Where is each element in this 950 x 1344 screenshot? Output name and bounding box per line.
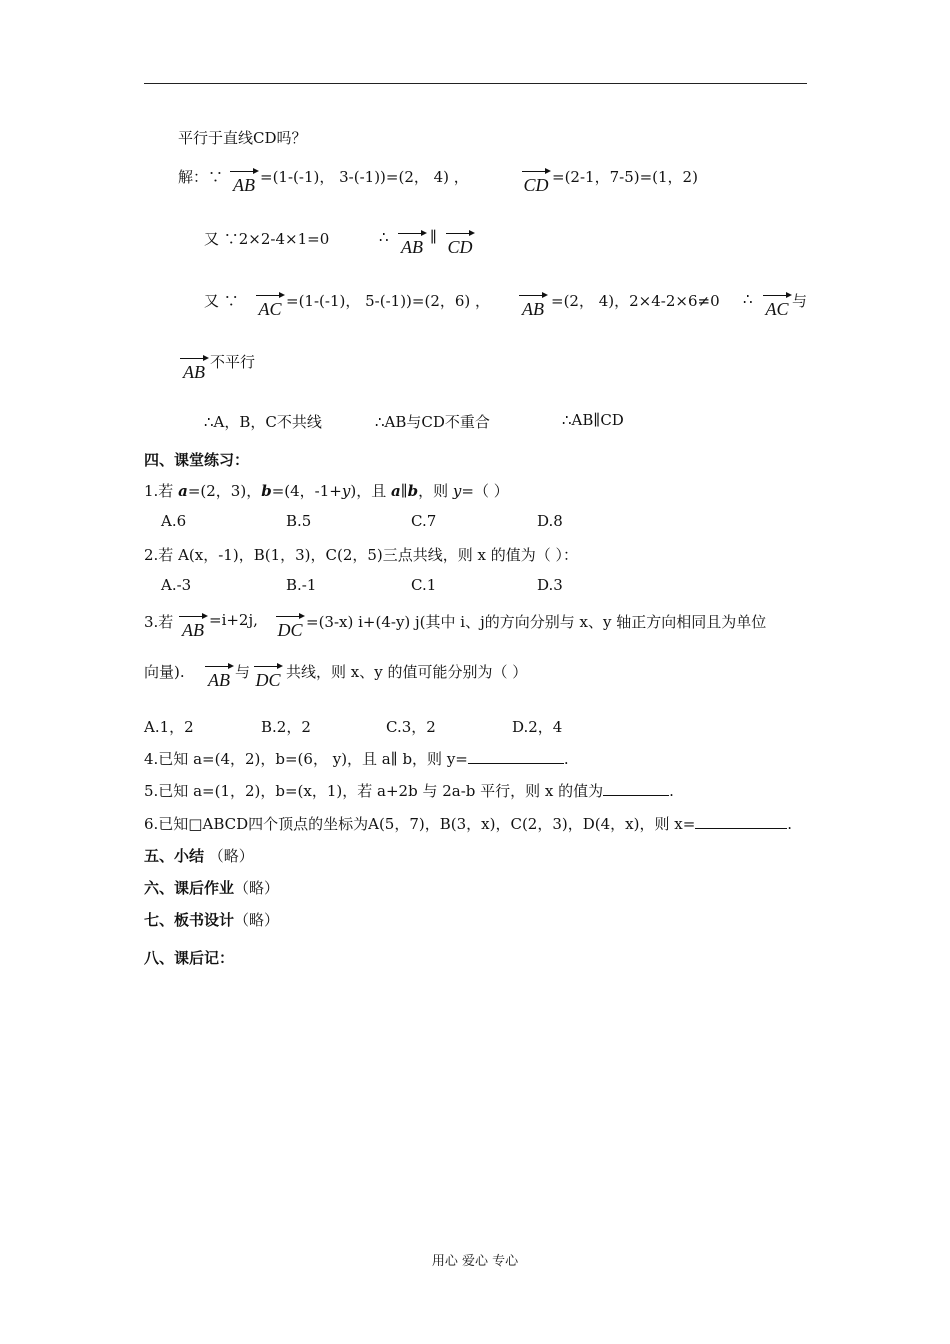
parallel-symbol: ∥ <box>430 228 437 246</box>
vector-ac: AC <box>761 292 793 318</box>
q3-ab-expression: =i+2j, <box>209 611 258 629</box>
q3-dc-expression: =(3-x) i+(4-y) j(其中 i、j的方向分别与 x、y 轴正方向相同且为单位 <box>306 613 767 631</box>
vector-ab: AB <box>178 355 210 381</box>
q3-line2-text: 共线，则 x、y 的值可能分别为（ ） <box>286 663 528 681</box>
q2-option-c: C.1 <box>411 576 437 594</box>
question-2: 2.若 A(x，-1)，B(1，3)，C(2，5)三点共线，则 x 的值为（ ）： <box>144 546 579 564</box>
ab-equation-2: =(2， 4)，2×4-2×6≠0 <box>551 292 720 310</box>
vector-dc: DC <box>252 663 284 689</box>
question-6: 6.已知□ABCD四个顶点的坐标为A(5，7)，B(3，x)，C(2，3)，D(4，x)，则 x= . <box>144 815 793 833</box>
q1-option-a: A.6 <box>161 512 187 530</box>
not-parallel-text: 不平行 <box>210 353 256 371</box>
question-3-prefix: 3.若 <box>144 613 174 631</box>
conclusion-not-collinear: ∴A，B，C不共线 <box>204 413 322 431</box>
vector-ab: AB <box>203 663 235 689</box>
vector-ab: AB <box>228 168 260 194</box>
conclusion-not-coincident: ∴AB与CD不重合 <box>375 413 490 431</box>
ab-equation: =(1-(-1)， 3-(-1))=(2， 4) ， <box>260 168 469 186</box>
answer-blank[interactable] <box>603 781 669 796</box>
q1-option-b: B.5 <box>286 512 312 530</box>
therefore-symbol: ∴ <box>743 290 753 308</box>
question-1: 1.若 a=(2，3)，b=(4，-1+y)，且 a∥b，则 y=（ ） <box>144 482 509 500</box>
page-footer: 用心 爱心 专心 <box>431 1254 519 1269</box>
section-7-heading: 七、板书设计（略） <box>144 911 280 929</box>
q2-option-b: B.-1 <box>286 576 317 594</box>
section-6-heading: 六、课后作业（略） <box>144 879 280 897</box>
q3-option-c: C.3，2 <box>386 718 436 736</box>
answer-blank[interactable] <box>695 814 787 829</box>
vector-ab: AB <box>396 230 428 256</box>
q1-option-c: C.7 <box>411 512 437 530</box>
conclusion-parallel: ∴AB∥CD <box>562 411 624 429</box>
vector-ab: AB <box>177 613 209 639</box>
answer-blank[interactable] <box>468 749 564 764</box>
question-4: 4.已知 a=(4，2)，b=(6， y)，且 a∥ b，则 y= . <box>144 750 569 768</box>
vector-cd: CD <box>520 168 552 194</box>
q3-option-d: D.2，4 <box>512 718 563 736</box>
section-5-heading: 五、小结 （略） <box>144 847 254 865</box>
question-tail: 平行于直线CD吗？ <box>178 129 307 147</box>
q2-option-d: D.3 <box>537 576 563 594</box>
vector-dc: DC <box>274 613 306 639</box>
section-8-heading: 八、课后记： <box>144 949 235 967</box>
q2-option-a: A.-3 <box>161 576 192 594</box>
question-5: 5.已知 a=(1，2)，b=(x，1)，若 a+2b 与 2a-b 平行，则 x 的值为 . <box>144 782 674 800</box>
q3-option-b: B.2，2 <box>261 718 311 736</box>
with-word: 与 <box>235 663 251 681</box>
vector-ab: AB <box>517 292 549 318</box>
header-rule <box>144 83 807 84</box>
line3-prefix: 又 ∵ <box>204 292 239 310</box>
vector-cd: CD <box>444 230 476 256</box>
vector-ac: AC <box>254 292 286 318</box>
ac-equation: =(1-(-1)， 5-(-1))=(2，6) ， <box>286 292 491 310</box>
with-word: 与 <box>792 292 808 310</box>
therefore-symbol: ∴ <box>379 228 389 246</box>
q3-option-a: A.1，2 <box>144 718 194 736</box>
q3-line2-prefix: 向量). <box>144 663 185 681</box>
q1-option-d: D.8 <box>537 512 563 530</box>
solution-label: 解：∵ <box>178 168 224 186</box>
section-4-heading: 四、课堂练习： <box>144 451 250 469</box>
cd-equation: =(2-1，7-5)=(1，2) <box>552 168 698 186</box>
line2-condition: 又 ∵2×2-4×1=0 <box>204 230 330 248</box>
